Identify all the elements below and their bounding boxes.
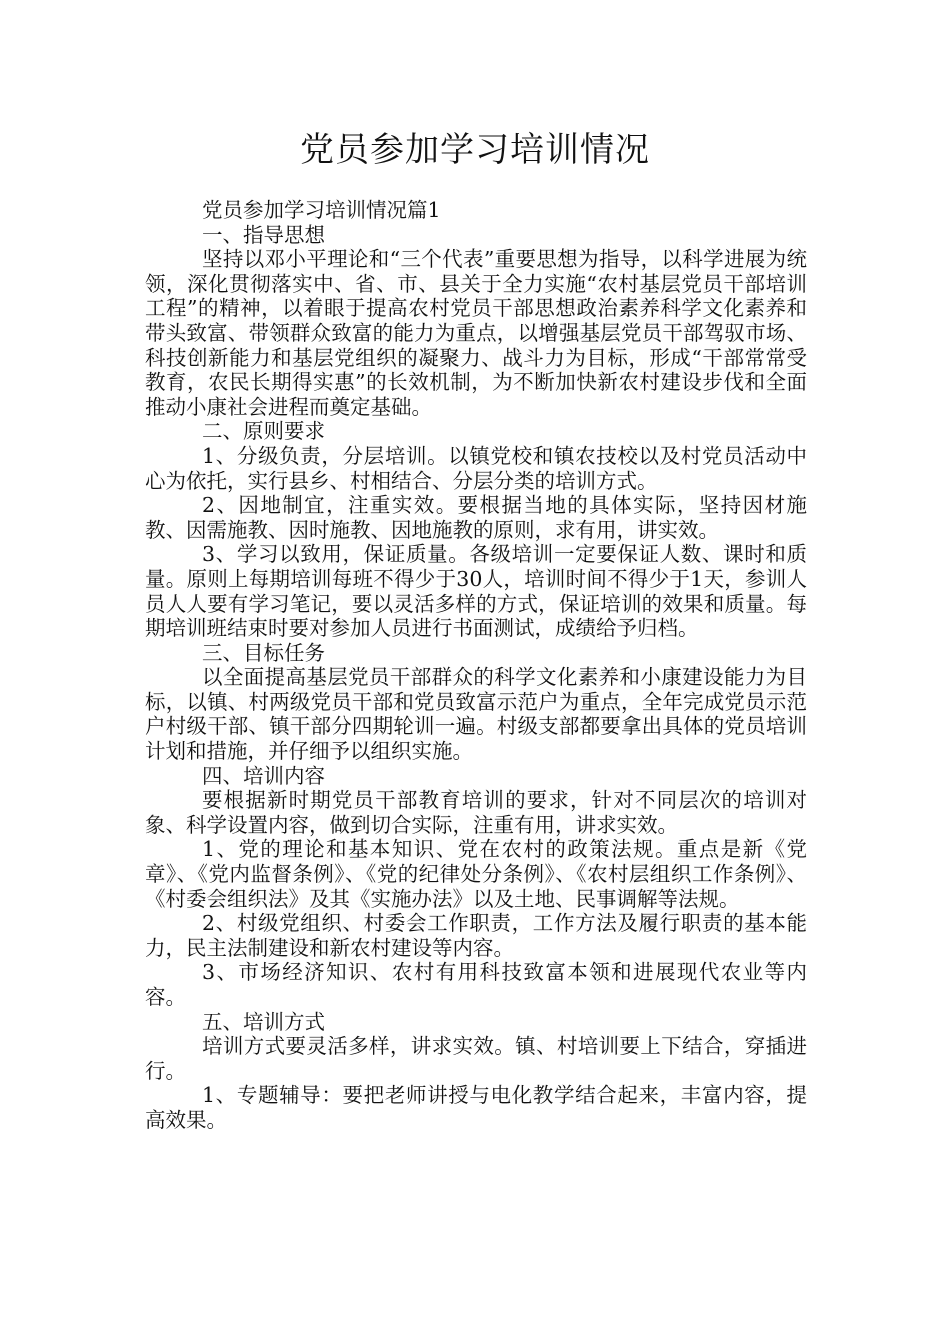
paragraph: 坚持以邓小平理论和“三个代表”重要思想为指导，以科学进展为统领，深化贯彻落实中、省、市、县关于全力实施“农村基层党员干部培训工程”的精神，以着眼于提高农村党员干部思想政治素养科学文化素养和带头致富、带领群众致富的能力为重点，以增强基层党员干部驾驭市场、科技创新能力和基层党组织的凝聚力、战斗力为目标，形成“干部常常受教育，农民长期得实惠”的长效机制，为不断加快新农村建设步伐和全面推动小康社会进程而奠定基础。 <box>145 247 807 419</box>
paragraph: 2、村级党组织、村委会工作职责，工作方法及履行职责的基本能力，民主法制建设和新农村建设等内容。 <box>145 911 807 960</box>
paragraph: 培训方式要灵活多样，讲求实效。镇、村培训要上下结合，穿插进行。 <box>145 1034 807 1083</box>
heading-content: 四、培训内容 <box>202 763 325 788</box>
paragraph: 3、学习以致用，保证质量。各级培训一定要保证人数、课时和质量。原则上每期培训每班不得少于30人，培训时间不得少于1天，参训人员人人要有学习笔记，要以灵活多样的方式，保证培训的效果和质量。每期培训班结束时要对参加人员进行书面测试，成绩给予归档。 <box>145 542 807 641</box>
paragraph: 1、专题辅导：要把老师讲授与电化教学结合起来，丰富内容，提高效果。 <box>145 1083 807 1132</box>
heading-guiding-thought: 一、指导思想 <box>202 222 325 247</box>
paragraph: 1、党的理论和基本知识、党在农村的政策法规。重点是新《党章》、《党内监督条例》、《党的纪律处分条例》、《农村层组织工作条例》、《村委会组织法》及其《实施办法》以及土地、民事调解等法规。 <box>145 837 807 911</box>
paragraph: 1、分级负责，分层培训。以镇党校和镇农技校以及村党员活动中心为依托，实行县乡、村相结合、分层分类的培训方式。 <box>145 443 807 493</box>
heading-methods: 五、培训方式 <box>202 1009 325 1034</box>
paragraph: 以全面提高基层党员干部群众的科学文化素养和小康建设能力为目标，以镇、村两级党员干部和党员致富示范户为重点，全年完成党员示范户村级干部、镇干部分四期轮训一遍。村级支部都要拿出具体的党员培训计划和措施，并仔细予以组织实施。 <box>145 665 807 764</box>
section-subtitle: 党员参加学习培训情况篇1 <box>202 198 441 222</box>
paragraph: 2、因地制宜，注重实效。要根据当地的具体实际，坚持因材施教、因需施教、因时施教、因地施教的原则，求有用，讲实效。 <box>145 493 807 542</box>
document-body <box>145 198 807 1133</box>
document-title: 党员参加学习培训情况 <box>300 130 650 170</box>
paragraph: 3、市场经济知识、农村有用科技致富本领和进展现代农业等内容。 <box>145 960 807 1009</box>
heading-goals: 三、目标任务 <box>202 640 325 665</box>
paragraph: 要根据新时期党员干部教育培训的要求，针对不同层次的培训对象、科学设置内容，做到切合实际，注重有用，讲求实效。 <box>145 788 807 837</box>
heading-principles: 二、原则要求 <box>202 419 325 444</box>
